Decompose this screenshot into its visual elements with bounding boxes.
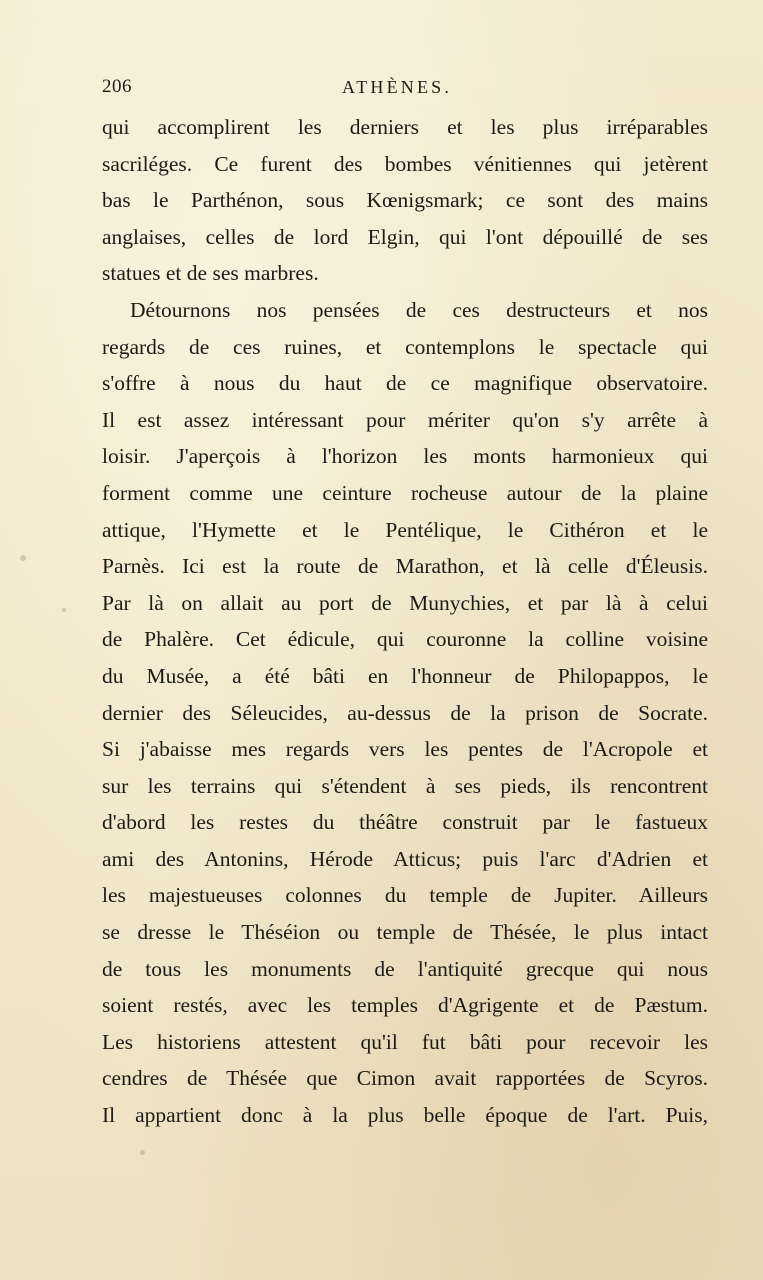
- text-line: regards de ces ruines, et contemplons le spectacle qui: [102, 334, 708, 359]
- text-line: Il appartient donc à la plus belle époque de l'art. Puis,: [102, 1103, 708, 1128]
- running-head: [102, 74, 708, 100]
- paper-blemish: [140, 1150, 145, 1155]
- text-line: Parnès. Ici est la route de Marathon, et là celle d'Éleusis.: [102, 554, 708, 579]
- body-text: [102, 109, 708, 1134]
- text-line: Les historiens attestent qu'il fut bâti pour recevoir les: [102, 1029, 708, 1054]
- text-line: sur les terrains qui s'étendent à ses pieds, ils rencontrent: [102, 773, 708, 798]
- text-line: loisir. J'aperçois à l'horizon les monts harmonieux qui: [102, 444, 708, 469]
- text-line: du Musée, a été bâti en l'honneur de Philopappos, le: [102, 663, 708, 688]
- text-line: ami des Antonins, Hérode Atticus; puis l'arc d'Adrien et: [102, 846, 708, 871]
- text-line: Par là on allait au port de Munychies, et par là à celui: [102, 590, 708, 615]
- text-line: les majestueuses colonnes du temple de Jupiter. Ailleurs: [102, 883, 708, 908]
- text-line: qui accomplirent les derniers et les plus irréparables: [102, 115, 708, 139]
- text-line: sacriléges. Ce furent des bombes vénitiennes qui jetèrent: [102, 151, 708, 176]
- text-line: anglaises, celles de lord Elgin, qui l'ont dépouillé de ses: [102, 224, 708, 249]
- text-line: de tous les monuments de l'antiquité grecque qui nous: [102, 956, 708, 981]
- text-line: Il est assez intéressant pour mériter qu'on s'y arrête à: [102, 407, 708, 432]
- text-line: soient restés, avec les temples d'Agrigente et de Pæstum.: [102, 993, 708, 1018]
- text-line: de Phalère. Cet édicule, qui couronne la colline voisine: [102, 627, 708, 652]
- text-line: cendres de Thésée que Cimon avait rapportées de Scyros.: [102, 1066, 708, 1091]
- running-title: ATHÈNES.: [342, 77, 453, 97]
- text-line: d'abord les restes du théâtre construit par le fastueux: [102, 810, 708, 835]
- text-line: se dresse le Théséion ou temple de Thésée, le plus intact: [102, 920, 708, 945]
- text-line: forment comme une ceinture rocheuse autour de la plaine: [102, 480, 708, 505]
- paper-blemish: [62, 608, 66, 612]
- page-number: 206: [102, 76, 132, 97]
- text-line: s'offre à nous du haut de ce magnifique observatoire.: [102, 371, 708, 396]
- paragraph-start: Détournons nos pensées de ces destructeurs et nos: [130, 297, 708, 322]
- paper-blemish: [20, 555, 26, 561]
- text-line: Si j'abaisse mes regards vers les pentes de l'Acropole et: [102, 737, 708, 762]
- text-line: attique, l'Hymette et le Pentélique, le Cithéron et le: [102, 517, 708, 542]
- text-line: dernier des Séleucides, au-dessus de la prison de Socrate.: [102, 700, 708, 725]
- text-line: statues et de ses marbres.: [102, 261, 319, 286]
- text-line: bas le Parthénon, sous Kœnigsmark; ce sont des mains: [102, 188, 708, 213]
